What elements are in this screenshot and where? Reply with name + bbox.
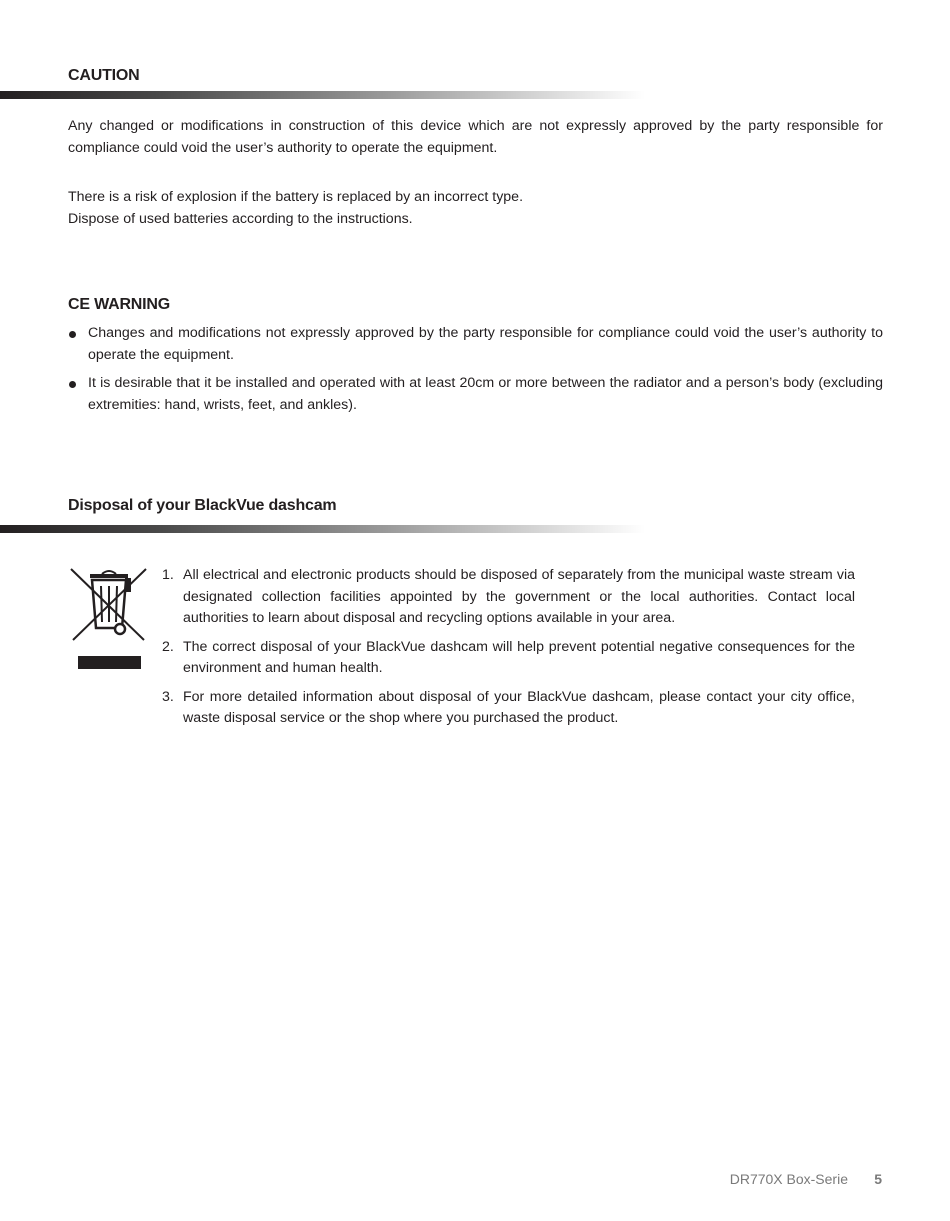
list-item-text: Changes and modifications not expressly approved by the party responsible for compliance could void the user’s authority to operate the equipment.	[88, 325, 883, 363]
ce-warning-heading: CE WARNING	[68, 296, 171, 313]
list-item-text: It is desirable that it be installed and operated with at least 20cm or more between the radiator and a person’s body (excluding extremities: hand, wrists, feet, and ankles).	[88, 375, 883, 413]
list-item-text: The correct disposal of your BlackVue dashcam will help prevent potential negative consequences for the environment and human health.	[183, 638, 855, 676]
list-item-number: 1.	[162, 567, 174, 583]
crossed-out-wheelie-bin-icon	[68, 566, 150, 672]
list-item-number: 2.	[162, 638, 174, 655]
caution-divider	[0, 91, 645, 99]
ce-warning-list	[68, 323, 883, 423]
list-item	[160, 637, 855, 680]
list-item	[68, 373, 883, 416]
list-item	[68, 323, 883, 366]
battery-risk-text: There is a risk of explosion if the battery is replaced by an incorrect type.	[68, 189, 524, 205]
list-item-text: All electrical and electronic products should be disposed of separately from the municipal waste stream via designated collection facilities appointed by the government or the local authorities. Contact local authorities to learn about disposal and recycling options available in your area.	[183, 567, 855, 626]
list-item-number: 3.	[162, 688, 174, 705]
caution-heading: CAUTION	[68, 67, 140, 84]
footer-product-name: DR770X Box-Serie	[729, 1171, 848, 1187]
list-item-text: For more detailed information about disposal of your BlackVue dashcam, please contact your city office, waste disposal service or the shop where you purchased the product.	[183, 688, 855, 726]
disposal-list	[160, 565, 855, 737]
disposal-heading: Disposal of your BlackVue dashcam	[68, 497, 337, 514]
bullet-icon	[69, 381, 76, 388]
bullet-icon	[69, 331, 76, 338]
list-item	[160, 565, 855, 630]
page-number: 5	[874, 1171, 882, 1187]
list-item	[160, 687, 855, 730]
battery-dispose-text: Dispose of used batteries according to the instructions.	[68, 210, 413, 227]
disposal-divider	[0, 525, 645, 533]
caution-paragraph-1: Any changed or modifications in construction of this device which are not expressly approved by the party responsible for compliance could void the user’s authority to operate the equipment.	[68, 118, 883, 156]
caution-paragraph-2	[68, 187, 883, 230]
